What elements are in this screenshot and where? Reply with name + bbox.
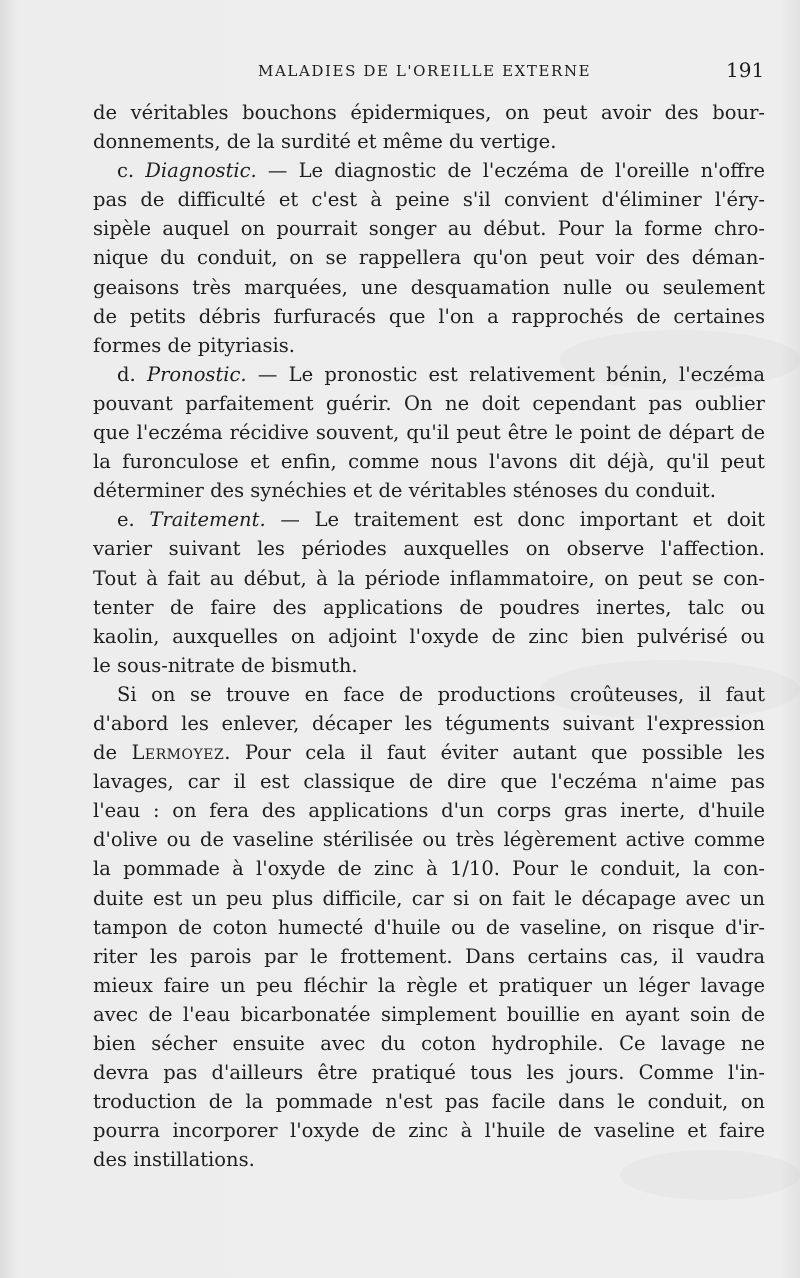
- text-line: duite est un peu plus difficile, car si on fait le décapage avec un: [93, 886, 765, 910]
- text-line: formes de pityriasis.: [93, 333, 295, 357]
- section-heading-line: c. Diagnostic. — Le diagnostic de l'eczéma de l'oreille n'offre: [117, 159, 765, 183]
- section-heading-line: e. Traitement. — Le traitement est donc important et doit: [117, 508, 765, 532]
- body-text: [93, 98, 765, 1174]
- text-line: devra pas d'ailleurs être pratiqué tous les jours. Comme l'in-: [93, 1061, 765, 1085]
- text-line: tampon de coton humecté d'huile ou de vaseline, on risque d'ir-: [93, 915, 765, 939]
- text-line: Tout à fait au début, à la période inflammatoire, on peut se con-: [93, 566, 765, 590]
- text-line: lavages, car il est classique de dire que l'eczéma n'aime pas: [93, 770, 765, 794]
- text-line: de Lermoyez. Pour cela il faut éviter autant que possible les: [93, 741, 765, 765]
- text-line: la pommade à l'oxyde de zinc à 1/10. Pour le conduit, la con-: [93, 857, 765, 881]
- section-heading-diagnostic: Diagnostic.: [145, 159, 257, 183]
- page-header: [0, 58, 800, 92]
- running-title: MALADIES DE L'OREILLE EXTERNE: [258, 62, 592, 80]
- text-line: que l'eczéma récidive souvent, qu'il peut être le point de départ de: [93, 421, 765, 445]
- author-name: Lermoyez: [131, 741, 225, 765]
- text-line: pas de difficulté et c'est à peine s'il convient d'éliminer l'éry-: [93, 188, 765, 212]
- text-line: donnements, de la surdité et même du vertige.: [93, 130, 557, 154]
- text-line: geaisons très marquées, une desquamation nulle ou seulement: [93, 275, 765, 299]
- paragraph-start-line: Si on se trouve en face de productions croûteuses, il faut: [117, 682, 765, 706]
- text-line: de véritables bouchons épidermiques, on peut avoir des bour-: [93, 101, 765, 124]
- text-line: la furonculose et enfin, comme nous l'avons dit déjà, qu'il peut: [93, 450, 765, 474]
- text-line: troduction de la pommade n'est pas facile dans le conduit, on: [93, 1090, 765, 1114]
- text-line: pouvant parfaitement guérir. On ne doit cependant pas oublier: [93, 391, 765, 415]
- section-heading-traitement: Traitement.: [149, 508, 266, 532]
- section-heading-line: d. Pronostic. — Le pronostic est relativement bénin, l'eczéma: [117, 362, 765, 386]
- text-line: sipèle auquel on pourrait songer au début. Pour la forme chro-: [93, 217, 765, 241]
- text-line: varier suivant les périodes auxquelles on observe l'affection.: [93, 537, 765, 561]
- text-line: le sous-nitrate de bismuth.: [93, 653, 358, 677]
- text-line: tenter de faire des applications de poudres inertes, talc ou: [93, 595, 765, 619]
- text-line: d'abord les enlever, décaper les téguments suivant l'expression: [93, 711, 765, 735]
- text-line: d'olive ou de vaseline stérilisée ou très légèrement active comme: [93, 828, 765, 852]
- text-line: riter les parois par le frottement. Dans certains cas, il vaudra: [93, 944, 765, 968]
- page-number: 191: [726, 58, 765, 82]
- text-line: déterminer des synéchies et de véritables sténoses du conduit.: [93, 479, 716, 503]
- text-line: nique du conduit, on se rappellera qu'on peut voir des déman-: [93, 246, 765, 270]
- text-line: bien sécher ensuite avec du coton hydrophile. Ce lavage ne: [93, 1032, 765, 1055]
- text-line: des instillations.: [93, 1148, 255, 1172]
- text-line: pourra incorporer l'oxyde de zinc à l'huile de vaseline et faire: [93, 1119, 765, 1143]
- text-line: kaolin, auxquelles on adjoint l'oxyde de zinc bien pulvérisé ou: [93, 624, 765, 648]
- text-line: avec de l'eau bicarbonatée simplement bouillie en ayant soin de: [93, 1002, 765, 1026]
- text-line: de petits débris furfuracés que l'on a rapprochés de certaines: [93, 304, 765, 328]
- text-line: l'eau : on fera des applications d'un corps gras inerte, d'huile: [93, 799, 765, 823]
- section-heading-pronostic: Pronostic.: [146, 362, 247, 386]
- text-line: mieux faire un peu fléchir la règle et pratiquer un léger lavage: [93, 973, 765, 997]
